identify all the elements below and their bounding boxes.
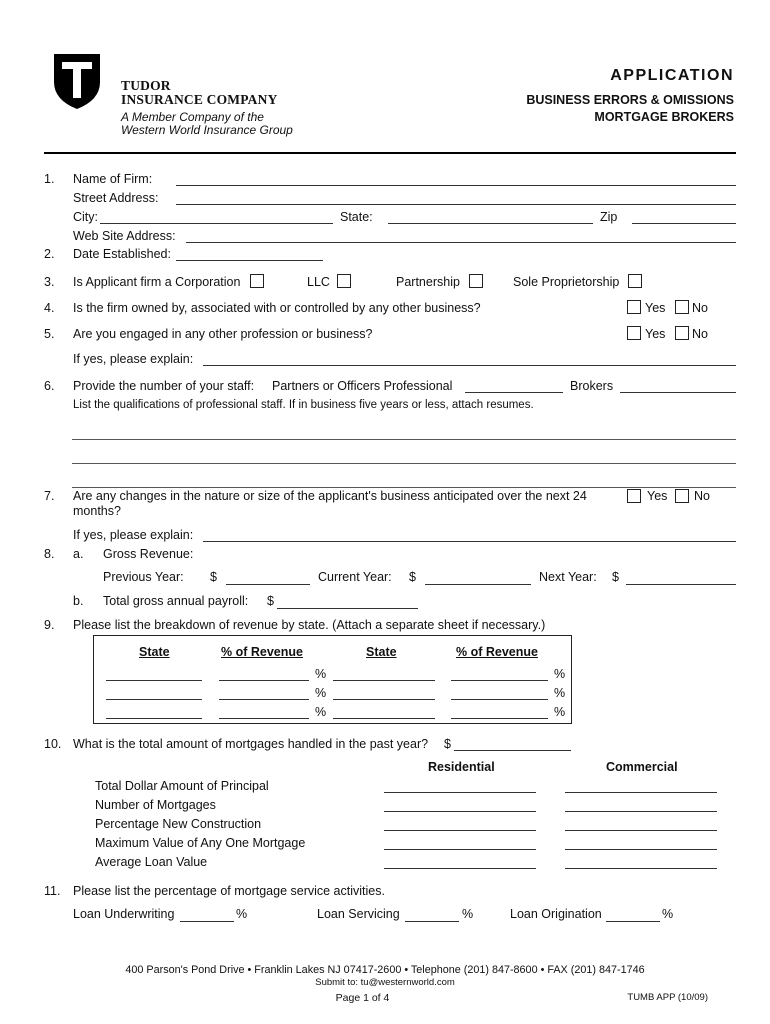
website-label: Web Site Address: (73, 229, 176, 243)
loan-origination-label: Loan Origination (510, 907, 602, 921)
loan-underwriting-label: Loan Underwriting (73, 907, 175, 921)
state-field-r3c2[interactable] (333, 718, 435, 719)
partners-officers-field[interactable] (465, 392, 563, 393)
revenue-field-r1c1[interactable] (219, 680, 309, 681)
q1-number: 1. (44, 172, 55, 186)
revenue-field-r2c1[interactable] (219, 699, 309, 700)
revenue-field-r3c1[interactable] (219, 718, 309, 719)
website-field[interactable] (186, 242, 736, 243)
mortgage-row-label: Total Dollar Amount of Principal (95, 779, 269, 793)
q5-label: Are you engaged in any other profession or business? (73, 327, 373, 341)
page-subtitle-2: MORTGAGE BROKERS (594, 110, 734, 124)
sole-proprietorship-label: Sole Proprietorship (513, 275, 620, 289)
pct-r2c2: % (554, 686, 566, 700)
pct-r3c1: % (315, 705, 327, 719)
payroll-dollar: $ (267, 594, 274, 608)
loan-servicing-pct: % (462, 907, 474, 921)
q11-number: 11. (44, 884, 61, 898)
pct-r3c2: % (554, 705, 566, 719)
q8-number: 8. (44, 547, 55, 561)
q5-yes-checkbox[interactable] (627, 326, 641, 340)
sole-proprietorship-checkbox[interactable] (628, 274, 642, 288)
q4-yes-checkbox[interactable] (627, 300, 641, 314)
q7-yes-label: Yes (647, 489, 668, 503)
state-label: State: (340, 210, 373, 224)
state-revenue-table (93, 635, 572, 724)
partnership-checkbox[interactable] (469, 274, 483, 288)
q7-label-line2: months? (73, 504, 121, 518)
revenue-field-r2c2[interactable] (451, 699, 548, 700)
name-of-firm-field[interactable] (176, 185, 736, 186)
next-year-dollar: $ (612, 570, 619, 584)
q3-number: 3. (44, 275, 55, 289)
name-of-firm-label: Name of Firm: (73, 172, 153, 186)
q7-no-label: No (694, 489, 710, 503)
mortgage-row-label: Maximum Value of Any One Mortgage (95, 836, 306, 850)
q10-label: What is the total amount of mortgages handled in the past year? (73, 737, 429, 751)
q7-no-checkbox[interactable] (675, 489, 689, 503)
col-header-state-1: State (139, 645, 170, 659)
member-line2: Western World Insurance Group (121, 123, 293, 137)
city-label: City: (73, 210, 98, 224)
q9-label: Please list the breakdown of revenue by state. (Attach a separate sheet if necessary.) (73, 618, 546, 632)
qualifications-line-2[interactable] (72, 463, 736, 464)
state-field-r2c1[interactable] (106, 699, 202, 700)
commercial-field-3[interactable] (565, 830, 717, 831)
member-line1: A Member Company of the (121, 110, 264, 124)
q7-label-line1: Are any changes in the nature or size of the applicant's business anticipated over the next 24 (73, 489, 587, 503)
col-header-revenue-1: % of Revenue (221, 645, 303, 659)
loan-origination-field[interactable] (606, 921, 660, 922)
state-field[interactable] (388, 223, 593, 224)
qualifications-line-1[interactable] (72, 439, 736, 440)
revenue-field-r1c2[interactable] (451, 680, 548, 681)
city-field[interactable] (100, 223, 333, 224)
mortgage-row-label: Percentage New Construction (95, 817, 262, 831)
loan-origination-pct: % (662, 907, 674, 921)
next-year-label: Next Year: (539, 570, 597, 584)
company-name-line1: TUDOR (121, 78, 171, 93)
q7-yes-checkbox[interactable] (627, 489, 641, 503)
pct-r2c1: % (315, 686, 327, 700)
q6-label: Provide the number of your staff: (73, 379, 255, 393)
residential-field-2[interactable] (384, 811, 536, 812)
company-name-line2: INSURANCE COMPANY (121, 92, 278, 107)
commercial-field-2[interactable] (565, 811, 717, 812)
partners-officers-label: Partners or Officers Professional (272, 379, 453, 393)
footer-submit: Submit to: tu@westernworld.com (315, 977, 455, 988)
street-address-label: Street Address: (73, 191, 159, 205)
brokers-field[interactable] (620, 392, 736, 393)
current-year-field[interactable] (425, 584, 531, 585)
mortgage-row-label: Number of Mortgages (95, 798, 216, 812)
q4-no-label: No (692, 301, 708, 315)
q11-label: Please list the percentage of mortgage service activities. (73, 884, 385, 898)
footer-form-code: TUMB APP (10/09) (627, 992, 708, 1003)
state-field-r1c1[interactable] (106, 680, 202, 681)
q5-no-label: No (692, 327, 708, 341)
q2-number: 2. (44, 247, 55, 261)
col-header-revenue-2: % of Revenue (456, 645, 538, 659)
page-title: APPLICATION (610, 67, 734, 84)
q4-no-checkbox[interactable] (675, 300, 689, 314)
state-field-r1c2[interactable] (333, 680, 435, 681)
residential-field-5[interactable] (384, 868, 536, 869)
street-address-field[interactable] (176, 204, 736, 205)
next-year-field[interactable] (626, 584, 736, 585)
payroll-label: Total gross annual payroll: (103, 594, 249, 608)
date-established-field[interactable] (176, 260, 323, 261)
q10-total-field[interactable] (454, 750, 571, 751)
q7-explain-field[interactable] (203, 541, 736, 542)
revenue-field-r3c2[interactable] (451, 718, 548, 719)
shield-logo-icon (52, 52, 102, 110)
pct-r1c1: % (315, 667, 327, 681)
pct-r1c2: % (554, 667, 566, 681)
q8-a-label: a. (73, 547, 84, 561)
q6-number: 6. (44, 379, 55, 393)
q9-number: 9. (44, 618, 55, 632)
q4-label: Is the firm owned by, associated with or controlled by any other business? (73, 301, 481, 315)
q5-number: 5. (44, 327, 55, 341)
commercial-field-5[interactable] (565, 868, 717, 869)
state-field-r3c1[interactable] (106, 718, 202, 719)
residential-header: Residential (428, 760, 495, 774)
q8-b-label: b. (73, 594, 84, 608)
q5-explain-label: If yes, please explain: (73, 352, 194, 366)
q4-number: 4. (44, 301, 55, 315)
llc-label: LLC (307, 275, 330, 289)
q7-explain-label: If yes, please explain: (73, 528, 194, 542)
corporation-label: Is Applicant firm a Corporation (73, 275, 241, 289)
commercial-field-4[interactable] (565, 849, 717, 850)
header-divider (44, 152, 736, 154)
state-field-r2c2[interactable] (333, 699, 435, 700)
q7-number: 7. (44, 489, 55, 503)
zip-field[interactable] (632, 223, 736, 224)
previous-year-field[interactable] (226, 584, 310, 585)
q5-explain-field[interactable] (203, 365, 736, 366)
commercial-header: Commercial (606, 760, 678, 774)
q10-dollar: $ (444, 737, 451, 751)
q4-yes-label: Yes (645, 301, 666, 315)
current-year-label: Current Year: (318, 570, 392, 584)
commercial-field-1[interactable] (565, 792, 717, 793)
partnership-label: Partnership (396, 275, 460, 289)
q10-number: 10. (44, 737, 62, 751)
previous-year-dollar: $ (210, 570, 217, 584)
loan-servicing-field[interactable] (405, 921, 459, 922)
col-header-state-2: State (366, 645, 397, 659)
qualifications-label: List the qualifications of professional staff. If in business five years or less, attach resumes. (73, 399, 534, 411)
residential-field-1[interactable] (384, 792, 536, 793)
loan-servicing-label: Loan Servicing (317, 907, 400, 921)
loan-underwriting-field[interactable] (180, 921, 234, 922)
qualifications-line-3[interactable] (72, 487, 736, 488)
footer-address: 400 Parson's Pond Drive • Franklin Lakes NJ 07417-2600 • Telephone (201) 847-8600 • FAX (201) 847-1746 (125, 964, 645, 976)
mortgage-row-label: Average Loan Value (95, 855, 208, 869)
zip-label: Zip (600, 210, 618, 224)
q5-no-checkbox[interactable] (675, 326, 689, 340)
payroll-field[interactable] (277, 608, 418, 609)
previous-year-label: Previous Year: (103, 570, 184, 584)
corporation-checkbox[interactable] (250, 274, 264, 288)
llc-checkbox[interactable] (337, 274, 351, 288)
loan-underwriting-pct: % (236, 907, 248, 921)
date-established-label: Date Established: (73, 247, 171, 261)
page-subtitle-1: BUSINESS ERRORS & OMISSIONS (526, 93, 734, 107)
gross-revenue-label: Gross Revenue: (103, 547, 194, 561)
residential-field-3[interactable] (384, 830, 536, 831)
current-year-dollar: $ (409, 570, 416, 584)
company-logo (52, 52, 102, 110)
residential-field-4[interactable] (384, 849, 536, 850)
brokers-label: Brokers (570, 379, 614, 393)
footer-page-number: Page 1 of 4 (335, 992, 390, 1004)
q5-yes-label: Yes (645, 327, 666, 341)
